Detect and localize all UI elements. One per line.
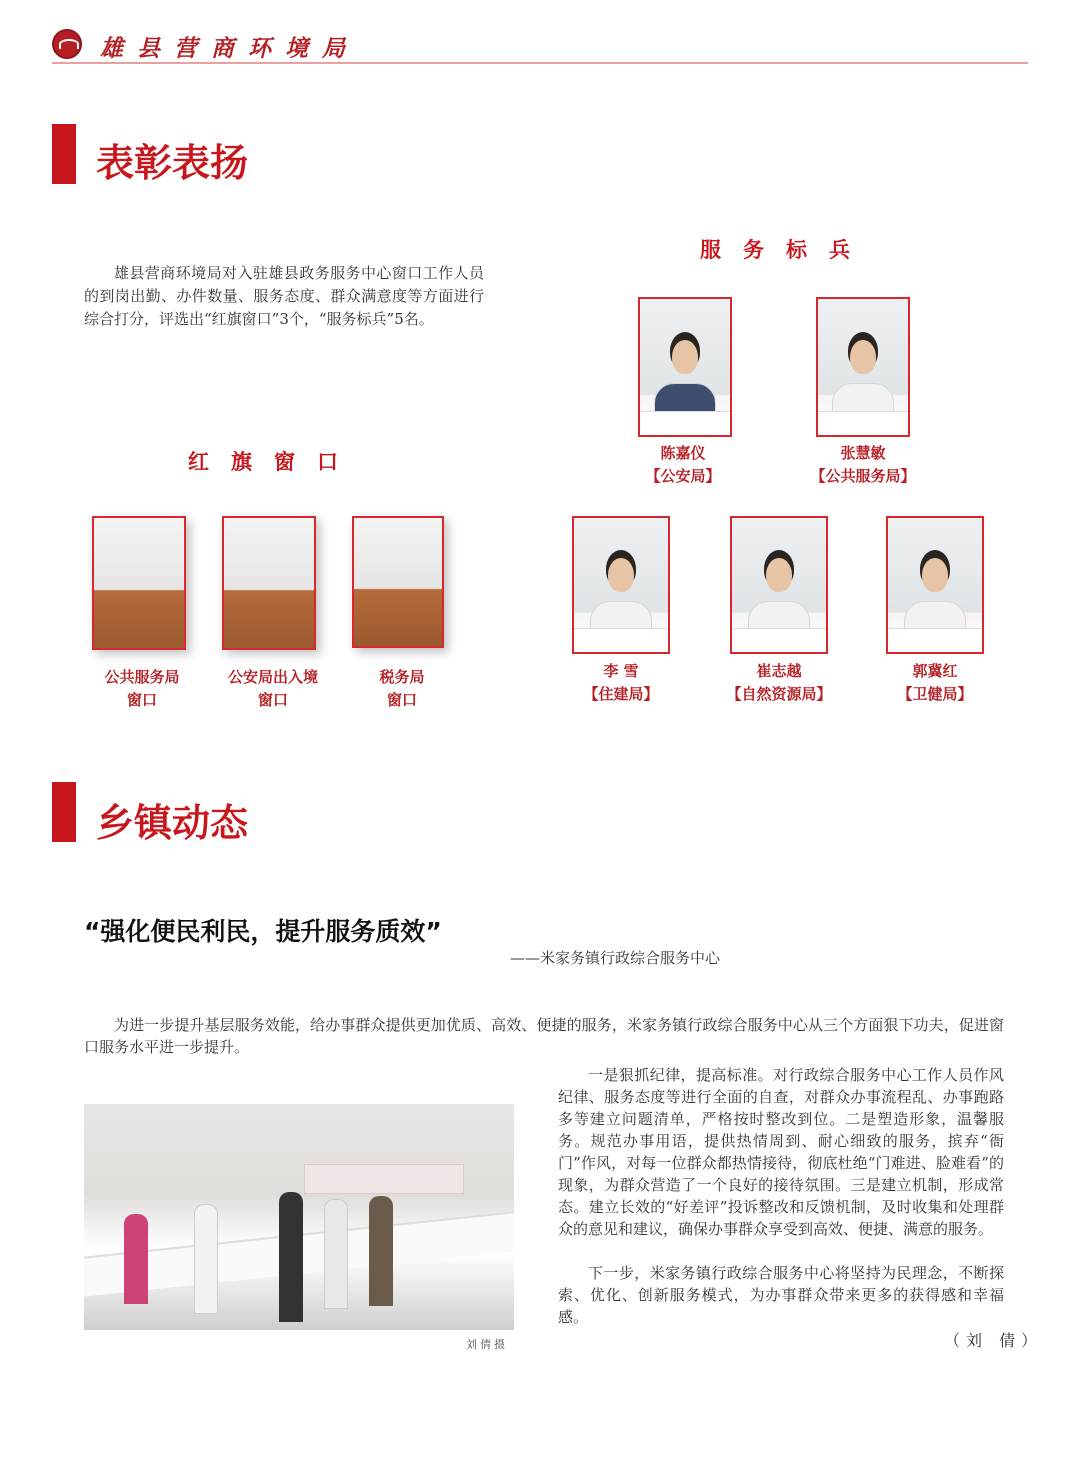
article-title: “强化便民利民，提升服务质效” [84,917,442,946]
model-dept: 【卫健局】 [897,685,973,703]
window-photo-public-service [92,516,186,650]
model-name: 郭冀红 [912,662,958,680]
portrait-photo [638,297,732,437]
model-caption [792,442,934,488]
service-model-heading: 服务标兵 [700,237,872,262]
article-author: （刘 倩） [944,1331,1044,1350]
model-dept: 【自然资源局】 [726,685,832,703]
model-dept: 【公共服务局】 [810,467,916,485]
model-caption [880,660,990,706]
window-caption [84,666,200,712]
window-suffix: 窗口 [126,691,157,709]
article-body-next-step: 下一步，米家务镇行政综合服务中心将坚持为民理念，不断探索、优化、创新服务模式，为办事群众带来更多的获得感和幸福感。 [558,1264,1004,1326]
photo-credit: 刘倩摄 [466,1338,508,1351]
window-caption [350,666,454,712]
model-caption [566,660,676,706]
model-name: 陈嘉仪 [660,444,706,462]
portrait-photo [816,297,910,437]
window-name: 公安局出入境 [227,668,318,686]
window-name: 税务局 [379,668,425,686]
section-title-town-news: 乡镇动态 [96,801,249,845]
portrait-photo [572,516,670,654]
service-hall-photo [84,1104,514,1330]
window-name: 公共服务局 [104,668,180,686]
header-title: 雄县营商环境局 [100,35,359,62]
model-name: 张慧敏 [840,444,886,462]
article-source: ——米家务镇行政综合服务中心 [510,949,721,967]
model-name: 李 雪 [603,662,639,680]
commendation-intro: 雄县营商环境局对入驻雄县政务服务中心窗口工作人员的到岗出勤、办件数量、服务态度、群众满意度等方面进行综合打分，评选出“红旗窗口”3个，“服务标兵”5名。 [84,264,484,328]
window-suffix: 窗口 [386,691,417,709]
window-photo-public-security [222,516,316,650]
model-dept: 【公安局】 [645,467,721,485]
portrait-photo [730,516,828,654]
section-marker [52,782,76,842]
section-marker [52,124,76,184]
section-title-commendation: 表彰表扬 [96,141,249,185]
portrait-photo [886,516,984,654]
bureau-logo-icon [52,29,82,59]
red-flag-heading: 红旗窗口 [188,449,360,474]
window-caption [210,666,336,712]
article-lead: 为进一步提升基层服务效能，给办事群众提供更加优质、高效、便捷的服务，米家务镇行政综合服务中心从三个方面狠下功夫，促进窗口服务水平进一步提升。 [84,1016,1004,1056]
window-suffix: 窗口 [257,691,288,709]
model-caption [714,660,844,706]
article-body: 一是狠抓纪律，提高标准。对行政综合服务中心工作人员作风纪律、服务态度等进行全面的自查，对群众办事流程乱、办事跑路多等建立问题清单，严格按时整改到位。二是塑造形象，温馨服务。规范办事用语，提供热情周到、耐心细致的服务，摈弃“衙门”作风，对每一位群众都热情接待，彻底杜绝“门难进、脸难看”的现象，为群众营造了一个良好的接待氛围。三是建立机制，形成常态。建立长效的“好差评”投诉整改和反馈机制，及时收集和处理群众的意见和建议，确保办事群众享受到高效、便捷、满意的服务。 [558,1066,1004,1238]
model-name: 崔志越 [756,662,802,680]
window-photo-tax [352,516,444,648]
model-caption [618,442,748,488]
page-header [52,22,1028,64]
model-dept: 【住建局】 [583,685,659,703]
